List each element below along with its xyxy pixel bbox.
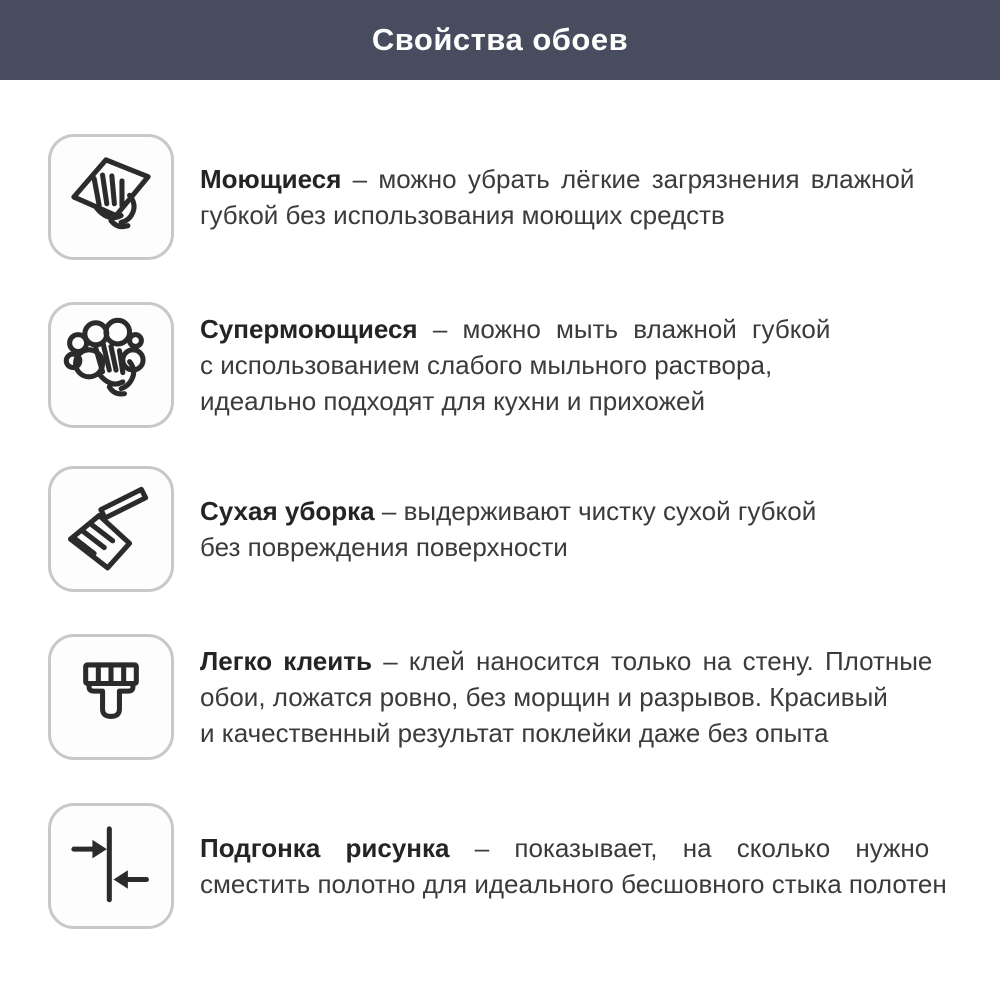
property-description-line: обои, ложатся ровно, без морщин и разрывов. Красивый — [200, 682, 888, 712]
property-description-line: Подгонка рисунка – показывает, на сколько нужно — [200, 833, 930, 863]
pattern-matching-icon-box — [48, 803, 174, 929]
property-description-line: идеально подходят для кухни и прихожей — [200, 386, 705, 416]
property-description-line: губкой без использования моющих средств — [200, 200, 725, 230]
property-text — [200, 830, 958, 902]
dry-cleaning-icon-box — [48, 466, 174, 592]
header-bar — [0, 0, 1000, 80]
dash: – — [381, 496, 397, 526]
property-description-line: Сухая уборка – выдерживают чистку сухой губкой — [200, 496, 817, 526]
property-description-line: сместить полотно для идеального бесшовного стыка полотен — [200, 869, 947, 899]
property-term: Подгонка рисунка — [200, 833, 450, 863]
soap-bubbles-hand-icon — [57, 311, 165, 419]
broom-icon — [57, 475, 165, 583]
property-term: Моющиеся — [200, 164, 342, 194]
property-text — [200, 311, 958, 419]
property-row-super-washable — [48, 302, 958, 428]
dash: – — [474, 833, 490, 863]
property-term: Супермоющиеся — [200, 314, 418, 344]
property-row-dry-cleaning — [48, 466, 958, 592]
property-row-washable — [48, 134, 958, 260]
dash: – — [352, 164, 368, 194]
page-title: Свойства обоев — [371, 22, 629, 57]
property-description-line: Супермоющиеся – можно мыть влажной губкой — [200, 314, 831, 344]
property-text — [200, 493, 958, 565]
property-term: Легко клеить — [200, 646, 372, 676]
dash: – — [383, 646, 398, 676]
property-description-line: с использованием слабого мыльного раствора, — [200, 350, 773, 380]
pattern-offset-arrows-icon — [57, 812, 165, 920]
easy-gluing-icon-box — [48, 634, 174, 760]
washable-icon-box — [48, 134, 174, 260]
wiping-hand-icon — [57, 143, 165, 251]
property-text — [200, 643, 958, 751]
property-text — [200, 161, 958, 233]
property-description-line: Легко клеить – клей наносится только на стену. Плотные — [200, 646, 933, 676]
property-term: Сухая уборка — [200, 496, 375, 526]
super-washable-icon-box — [48, 302, 174, 428]
property-row-pattern-matching — [48, 803, 958, 929]
dash: – — [432, 314, 448, 344]
property-description-line: и качественный результат поклейки даже без опыта — [200, 718, 829, 748]
property-description-line: без повреждения поверхности — [200, 532, 568, 562]
property-description-line: Моющиеся – можно убрать лёгкие загрязнения влажной — [200, 164, 915, 194]
paint-brush-icon — [57, 643, 165, 751]
property-row-easy-gluing — [48, 634, 958, 760]
